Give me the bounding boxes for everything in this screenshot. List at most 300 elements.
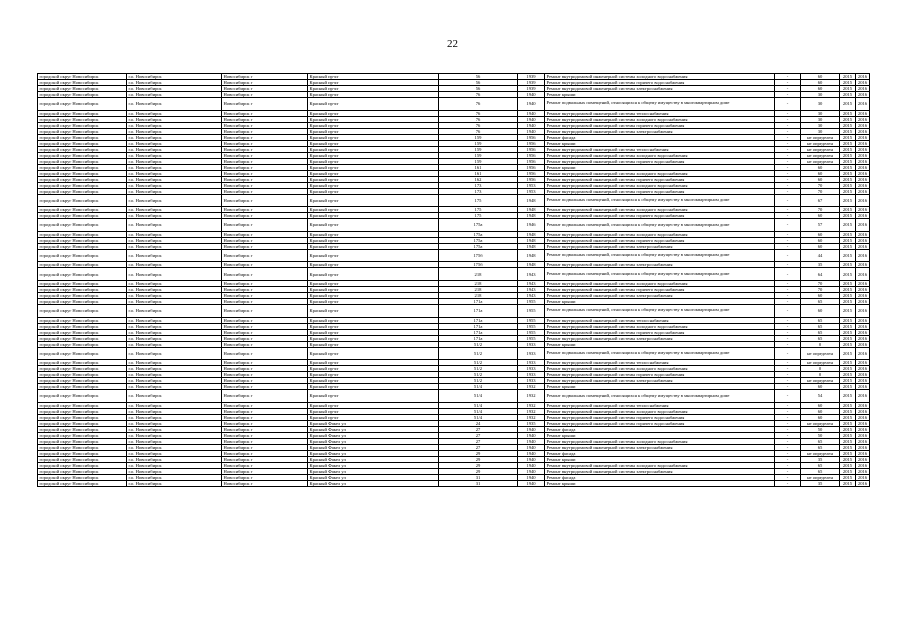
end-year-cell: 2016	[856, 262, 870, 268]
house-number-cell: 175а	[439, 243, 518, 249]
start-year-cell: 2015	[840, 420, 856, 426]
cost-cell: 60	[801, 213, 840, 219]
cost-cell: 35	[801, 480, 840, 486]
settlement-cell: г.о. Новосибирск	[127, 249, 222, 262]
house-number-cell: 175	[439, 194, 518, 207]
house-number-cell: 218	[439, 292, 518, 298]
build-year-cell: 1943	[518, 286, 545, 292]
work-type-cell: Ремонт внутридомовой инженерной системы холодного водоснабжения	[545, 462, 775, 468]
build-year-cell: 1948	[518, 207, 545, 213]
end-year-cell: 2016	[856, 164, 870, 170]
end-year-cell: 2016	[856, 298, 870, 304]
district-cell: городской округ Новосибирск	[38, 450, 127, 456]
work-type-cell: Ремонт внутридомовой инженерной системы горячего водоснабжения	[545, 329, 775, 335]
house-number-cell: 24	[439, 420, 518, 426]
settlement-cell: г.о. Новосибирск	[127, 402, 222, 408]
cost-cell: не определен	[801, 378, 840, 384]
district-cell: городской округ Новосибирск	[38, 176, 127, 182]
work-type-cell: Ремонт подвальных помещений, относящихся к общему имуществу в многоквартирном доме	[545, 194, 775, 207]
house-number-cell: 51/4	[439, 402, 518, 408]
build-year-cell: 1940	[518, 116, 545, 122]
start-year-cell: 2015	[840, 158, 856, 164]
settlement-cell: г.о. Новосибирск	[127, 219, 222, 232]
district-cell: городской округ Новосибирск	[38, 408, 127, 414]
work-type-cell: Ремонт внутридомовой инженерной системы холодного водоснабжения	[545, 323, 775, 329]
house-number-cell: 175а	[439, 231, 518, 237]
work-type-cell: Ремонт внутридомовой инженерной системы электроснабжения	[545, 292, 775, 298]
settlement-cell: г.о. Новосибирск	[127, 237, 222, 243]
house-number-cell: 29	[439, 450, 518, 456]
work-type-cell: Ремонт внутридомовой инженерной системы электроснабжения	[545, 262, 775, 268]
dash-cell: -	[775, 280, 801, 286]
start-year-cell: 2015	[840, 426, 856, 432]
dash-cell: -	[775, 86, 801, 92]
city-cell: Новосибирск г	[222, 134, 308, 140]
street-cell: Красный пр-кт	[308, 80, 439, 86]
start-year-cell: 2015	[840, 237, 856, 243]
street-cell: Красный Факел ул	[308, 462, 439, 468]
work-type-cell: Ремонт фасада	[545, 426, 775, 432]
street-cell: Красный пр-кт	[308, 390, 439, 403]
district-cell: городской округ Новосибирск	[38, 219, 127, 232]
cost-cell: 60	[801, 176, 840, 182]
dash-cell: -	[775, 372, 801, 378]
settlement-cell: г.о. Новосибирск	[127, 468, 222, 474]
start-year-cell: 2015	[840, 176, 856, 182]
build-year-cell: 1955	[518, 298, 545, 304]
settlement-cell: г.о. Новосибирск	[127, 231, 222, 237]
start-year-cell: 2015	[840, 280, 856, 286]
house-number-cell: 31	[439, 474, 518, 480]
cost-cell: 60	[801, 86, 840, 92]
city-cell: Новосибирск г	[222, 86, 308, 92]
street-cell: Красный пр-кт	[308, 110, 439, 116]
cost-cell: 65	[801, 468, 840, 474]
start-year-cell: 2015	[840, 122, 856, 128]
house-number-cell: 51/2	[439, 366, 518, 372]
work-type-cell: Ремонт подвальных помещений, относящихся к общему имуществу в многоквартирном доме	[545, 219, 775, 232]
house-number-cell: 76	[439, 128, 518, 134]
district-cell: городской округ Новосибирск	[38, 207, 127, 213]
start-year-cell: 2015	[840, 480, 856, 486]
build-year-cell: 1956	[518, 140, 545, 146]
district-cell: городской округ Новосибирск	[38, 468, 127, 474]
build-year-cell: 1933	[518, 366, 545, 372]
start-year-cell: 2015	[840, 317, 856, 323]
build-year-cell: 1948	[518, 237, 545, 243]
dash-cell: -	[775, 438, 801, 444]
street-cell: Красный Факел ул	[308, 468, 439, 474]
start-year-cell: 2015	[840, 335, 856, 341]
dash-cell: -	[775, 317, 801, 323]
end-year-cell: 2016	[856, 468, 870, 474]
city-cell: Новосибирск г	[222, 249, 308, 262]
dash-cell: -	[775, 444, 801, 450]
settlement-cell: г.о. Новосибирск	[127, 243, 222, 249]
city-cell: Новосибирск г	[222, 262, 308, 268]
city-cell: Новосибирск г	[222, 444, 308, 450]
build-year-cell: 1948	[518, 213, 545, 219]
start-year-cell: 2015	[840, 432, 856, 438]
cost-cell: 65	[801, 323, 840, 329]
district-cell: городской округ Новосибирск	[38, 286, 127, 292]
work-type-cell: Ремонт внутридомовой инженерной системы холодного водоснабжения	[545, 408, 775, 414]
work-type-cell: Ремонт фасада	[545, 474, 775, 480]
work-type-cell: Ремонт внутридомовой инженерной системы электроснабжения	[545, 378, 775, 384]
city-cell: Новосибирск г	[222, 194, 308, 207]
house-number-cell: 173	[439, 188, 518, 194]
city-cell: Новосибирск г	[222, 408, 308, 414]
dash-cell: -	[775, 194, 801, 207]
repair-schedule-table	[37, 73, 870, 487]
street-cell: Красный пр-кт	[308, 134, 439, 140]
street-cell: Красный пр-кт	[308, 152, 439, 158]
dash-cell: -	[775, 116, 801, 122]
house-number-cell: 218	[439, 286, 518, 292]
city-cell: Новосибирск г	[222, 207, 308, 213]
build-year-cell: 1939	[518, 80, 545, 86]
house-number-cell: 27	[439, 432, 518, 438]
work-type-cell: Ремонт внутридомовой инженерной системы электроснабжения	[545, 86, 775, 92]
cost-cell: 70	[801, 207, 840, 213]
cost-cell: не определен	[801, 134, 840, 140]
district-cell: городской округ Новосибирск	[38, 317, 127, 323]
street-cell: Красный пр-кт	[308, 286, 439, 292]
street-cell: Красный пр-кт	[308, 237, 439, 243]
city-cell: Новосибирск г	[222, 341, 308, 347]
city-cell: Новосибирск г	[222, 176, 308, 182]
city-cell: Новосибирск г	[222, 116, 308, 122]
table-row	[38, 347, 870, 360]
district-cell: городской округ Новосибирск	[38, 329, 127, 335]
work-type-cell: Ремонт внутридомовой инженерной системы горячего водоснабжения	[545, 414, 775, 420]
city-cell: Новосибирск г	[222, 426, 308, 432]
street-cell: Красный пр-кт	[308, 98, 439, 111]
cost-cell: 60	[801, 170, 840, 176]
end-year-cell: 2016	[856, 188, 870, 194]
dash-cell: -	[775, 262, 801, 268]
street-cell: Красный пр-кт	[308, 402, 439, 408]
settlement-cell: г.о. Новосибирск	[127, 128, 222, 134]
dash-cell: -	[775, 164, 801, 170]
cost-cell: 50	[801, 426, 840, 432]
settlement-cell: г.о. Новосибирск	[127, 207, 222, 213]
start-year-cell: 2015	[840, 304, 856, 317]
work-type-cell: Ремонт внутридомовой инженерной системы холодного водоснабжения	[545, 231, 775, 237]
work-type-cell: Ремонт подвальных помещений, относящихся к общему имуществу в многоквартирном доме	[545, 347, 775, 360]
district-cell: городской округ Новосибирск	[38, 438, 127, 444]
dash-cell: -	[775, 450, 801, 456]
city-cell: Новосибирск г	[222, 140, 308, 146]
end-year-cell: 2016	[856, 213, 870, 219]
dash-cell: -	[775, 420, 801, 426]
build-year-cell: 1956	[518, 170, 545, 176]
settlement-cell: г.о. Новосибирск	[127, 456, 222, 462]
district-cell: городской округ Новосибирск	[38, 432, 127, 438]
settlement-cell: г.о. Новосибирск	[127, 444, 222, 450]
start-year-cell: 2015	[840, 292, 856, 298]
district-cell: городской округ Новосибирск	[38, 480, 127, 486]
end-year-cell: 2016	[856, 116, 870, 122]
settlement-cell: г.о. Новосибирск	[127, 317, 222, 323]
city-cell: Новосибирск г	[222, 219, 308, 232]
work-type-cell: Ремонт внутридомовой инженерной системы горячего водоснабжения	[545, 213, 775, 219]
cost-cell: не определен	[801, 420, 840, 426]
start-year-cell: 2015	[840, 92, 856, 98]
house-number-cell: 175а	[439, 237, 518, 243]
work-type-cell: Ремонт внутридомовой инженерной системы горячего водоснабжения	[545, 420, 775, 426]
work-type-cell: Ремонт внутридомовой инженерной системы холодного водоснабжения	[545, 438, 775, 444]
city-cell: Новосибирск г	[222, 158, 308, 164]
work-type-cell: Ремонт внутридомовой инженерной системы холодного водоснабжения	[545, 207, 775, 213]
work-type-cell: Ремонт подвальных помещений, относящихся к общему имуществу в многоквартирном доме	[545, 390, 775, 403]
street-cell: Красный пр-кт	[308, 280, 439, 286]
district-cell: городской округ Новосибирск	[38, 122, 127, 128]
city-cell: Новосибирск г	[222, 110, 308, 116]
start-year-cell: 2015	[840, 384, 856, 390]
house-number-cell: 51/2	[439, 360, 518, 366]
work-type-cell: Ремонт внутридомовой инженерной системы электроснабжения	[545, 444, 775, 450]
cost-cell: не определен	[801, 347, 840, 360]
cost-cell: 60	[801, 231, 840, 237]
end-year-cell: 2016	[856, 80, 870, 86]
dash-cell: -	[775, 384, 801, 390]
cost-cell: не определен	[801, 450, 840, 456]
house-number-cell: 162	[439, 176, 518, 182]
street-cell: Красный пр-кт	[308, 317, 439, 323]
dash-cell: -	[775, 152, 801, 158]
cost-cell: 64	[801, 268, 840, 281]
district-cell: городской округ Новосибирск	[38, 372, 127, 378]
build-year-cell: 1940	[518, 468, 545, 474]
street-cell: Красный пр-кт	[308, 194, 439, 207]
cost-cell: 0	[801, 366, 840, 372]
city-cell: Новосибирск г	[222, 170, 308, 176]
city-cell: Новосибирск г	[222, 372, 308, 378]
district-cell: городской округ Новосибирск	[38, 280, 127, 286]
cost-cell: 30	[801, 116, 840, 122]
page-number: 22	[447, 38, 458, 50]
settlement-cell: г.о. Новосибирск	[127, 462, 222, 468]
end-year-cell: 2016	[856, 280, 870, 286]
city-cell: Новосибирск г	[222, 80, 308, 86]
dash-cell: -	[775, 92, 801, 98]
house-number-cell: 76	[439, 116, 518, 122]
start-year-cell: 2015	[840, 213, 856, 219]
district-cell: городской округ Новосибирск	[38, 98, 127, 111]
city-cell: Новосибирск г	[222, 474, 308, 480]
end-year-cell: 2016	[856, 158, 870, 164]
dash-cell: -	[775, 170, 801, 176]
build-year-cell: 1955	[518, 335, 545, 341]
start-year-cell: 2015	[840, 262, 856, 268]
start-year-cell: 2015	[840, 194, 856, 207]
district-cell: городской округ Новосибирск	[38, 323, 127, 329]
end-year-cell: 2016	[856, 323, 870, 329]
build-year-cell: 1940	[518, 444, 545, 450]
district-cell: городской округ Новосибирск	[38, 262, 127, 268]
start-year-cell: 2015	[840, 182, 856, 188]
district-cell: городской округ Новосибирск	[38, 86, 127, 92]
dash-cell: -	[775, 468, 801, 474]
district-cell: городской округ Новосибирск	[38, 341, 127, 347]
house-number-cell: 76	[439, 92, 518, 98]
build-year-cell: 1932	[518, 408, 545, 414]
end-year-cell: 2016	[856, 360, 870, 366]
dash-cell: -	[775, 456, 801, 462]
cost-cell: 30	[801, 122, 840, 128]
cost-cell: 60	[801, 408, 840, 414]
work-type-cell: Ремонт внутридомовой инженерной системы холодного водоснабжения	[545, 74, 775, 80]
house-number-cell: 31	[439, 480, 518, 486]
city-cell: Новосибирск г	[222, 146, 308, 152]
house-number-cell: 51/2	[439, 378, 518, 384]
district-cell: городской округ Новосибирск	[38, 92, 127, 98]
street-cell: Красный пр-кт	[308, 372, 439, 378]
house-number-cell: 159	[439, 146, 518, 152]
street-cell: Красный пр-кт	[308, 292, 439, 298]
build-year-cell: 1946	[518, 219, 545, 232]
street-cell: Красный пр-кт	[308, 262, 439, 268]
district-cell: городской округ Новосибирск	[38, 444, 127, 450]
end-year-cell: 2016	[856, 347, 870, 360]
district-cell: городской округ Новосибирск	[38, 170, 127, 176]
city-cell: Новосибирск г	[222, 280, 308, 286]
build-year-cell: 1940	[518, 122, 545, 128]
end-year-cell: 2016	[856, 414, 870, 420]
cost-cell: не определен	[801, 158, 840, 164]
end-year-cell: 2016	[856, 98, 870, 111]
settlement-cell: г.о. Новосибирск	[127, 213, 222, 219]
district-cell: городской округ Новосибирск	[38, 414, 127, 420]
settlement-cell: г.о. Новосибирск	[127, 292, 222, 298]
street-cell: Красный пр-кт	[308, 164, 439, 170]
settlement-cell: г.о. Новосибирск	[127, 80, 222, 86]
house-number-cell: 51/2	[439, 341, 518, 347]
district-cell: городской округ Новосибирск	[38, 152, 127, 158]
cost-cell: не определен	[801, 152, 840, 158]
city-cell: Новосибирск г	[222, 292, 308, 298]
end-year-cell: 2016	[856, 207, 870, 213]
city-cell: Новосибирск г	[222, 378, 308, 384]
settlement-cell: г.о. Новосибирск	[127, 360, 222, 366]
cost-cell: 65	[801, 317, 840, 323]
dash-cell: -	[775, 110, 801, 116]
build-year-cell: 1956	[518, 134, 545, 140]
district-cell: городской округ Новосибирск	[38, 237, 127, 243]
build-year-cell: 1956	[518, 146, 545, 152]
house-number-cell: 76	[439, 98, 518, 111]
district-cell: городской округ Новосибирск	[38, 378, 127, 384]
build-year-cell: 1933	[518, 341, 545, 347]
dash-cell: -	[775, 329, 801, 335]
house-number-cell: 51/4	[439, 390, 518, 403]
city-cell: Новосибирск г	[222, 402, 308, 408]
district-cell: городской округ Новосибирск	[38, 213, 127, 219]
house-number-cell: 171а	[439, 335, 518, 341]
settlement-cell: г.о. Новосибирск	[127, 98, 222, 111]
end-year-cell: 2016	[856, 304, 870, 317]
house-number-cell: 175а	[439, 219, 518, 232]
start-year-cell: 2015	[840, 219, 856, 232]
dash-cell: -	[775, 182, 801, 188]
settlement-cell: г.о. Новосибирск	[127, 92, 222, 98]
work-type-cell: Ремонт внутридомовой инженерной системы теплоснабжения	[545, 317, 775, 323]
build-year-cell: 1932	[518, 402, 545, 408]
settlement-cell: г.о. Новосибирск	[127, 390, 222, 403]
cost-cell: 65	[801, 329, 840, 335]
city-cell: Новосибирск г	[222, 122, 308, 128]
start-year-cell: 2015	[840, 140, 856, 146]
end-year-cell: 2016	[856, 384, 870, 390]
work-type-cell: Ремонт внутридомовой инженерной системы горячего водоснабжения	[545, 237, 775, 243]
house-number-cell: 159	[439, 152, 518, 158]
settlement-cell: г.о. Новосибирск	[127, 438, 222, 444]
house-number-cell: 175	[439, 207, 518, 213]
dash-cell: -	[775, 432, 801, 438]
house-number-cell: 76	[439, 122, 518, 128]
settlement-cell: г.о. Новосибирск	[127, 420, 222, 426]
city-cell: Новосибирск г	[222, 468, 308, 474]
street-cell: Красный пр-кт	[308, 74, 439, 80]
house-number-cell: 29	[439, 468, 518, 474]
end-year-cell: 2016	[856, 420, 870, 426]
work-type-cell: Ремонт крыши	[545, 164, 775, 170]
street-cell: Красный пр-кт	[308, 360, 439, 366]
start-year-cell: 2015	[840, 456, 856, 462]
build-year-cell: 1955	[518, 329, 545, 335]
cost-cell: 60	[801, 292, 840, 298]
build-year-cell: 1953	[518, 188, 545, 194]
start-year-cell: 2015	[840, 116, 856, 122]
cost-cell: 60	[801, 414, 840, 420]
settlement-cell: г.о. Новосибирск	[127, 176, 222, 182]
cost-cell: 60	[801, 80, 840, 86]
district-cell: городской округ Новосибирск	[38, 80, 127, 86]
house-number-cell: 51/4	[439, 408, 518, 414]
district-cell: городской округ Новосибирск	[38, 456, 127, 462]
cost-cell: 60	[801, 304, 840, 317]
street-cell: Красный пр-кт	[308, 341, 439, 347]
dash-cell: -	[775, 134, 801, 140]
district-cell: городской округ Новосибирск	[38, 231, 127, 237]
start-year-cell: 2015	[840, 207, 856, 213]
house-number-cell: 29	[439, 462, 518, 468]
build-year-cell: 1956	[518, 164, 545, 170]
street-cell: Красный пр-кт	[308, 182, 439, 188]
end-year-cell: 2016	[856, 92, 870, 98]
settlement-cell: г.о. Новосибирск	[127, 262, 222, 268]
build-year-cell: 1956	[518, 158, 545, 164]
end-year-cell: 2016	[856, 249, 870, 262]
district-cell: городской округ Новосибирск	[38, 249, 127, 262]
house-number-cell: 27	[439, 444, 518, 450]
house-number-cell: 161	[439, 170, 518, 176]
street-cell: Красный пр-кт	[308, 116, 439, 122]
district-cell: городской округ Новосибирск	[38, 402, 127, 408]
dash-cell: -	[775, 378, 801, 384]
street-cell: Красный пр-кт	[308, 92, 439, 98]
settlement-cell: г.о. Новосибирск	[127, 280, 222, 286]
dash-cell: -	[775, 323, 801, 329]
end-year-cell: 2016	[856, 237, 870, 243]
city-cell: Новосибирск г	[222, 231, 308, 237]
street-cell: Красный Факел ул	[308, 444, 439, 450]
start-year-cell: 2015	[840, 329, 856, 335]
dash-cell: -	[775, 243, 801, 249]
end-year-cell: 2016	[856, 86, 870, 92]
build-year-cell: 1943	[518, 280, 545, 286]
